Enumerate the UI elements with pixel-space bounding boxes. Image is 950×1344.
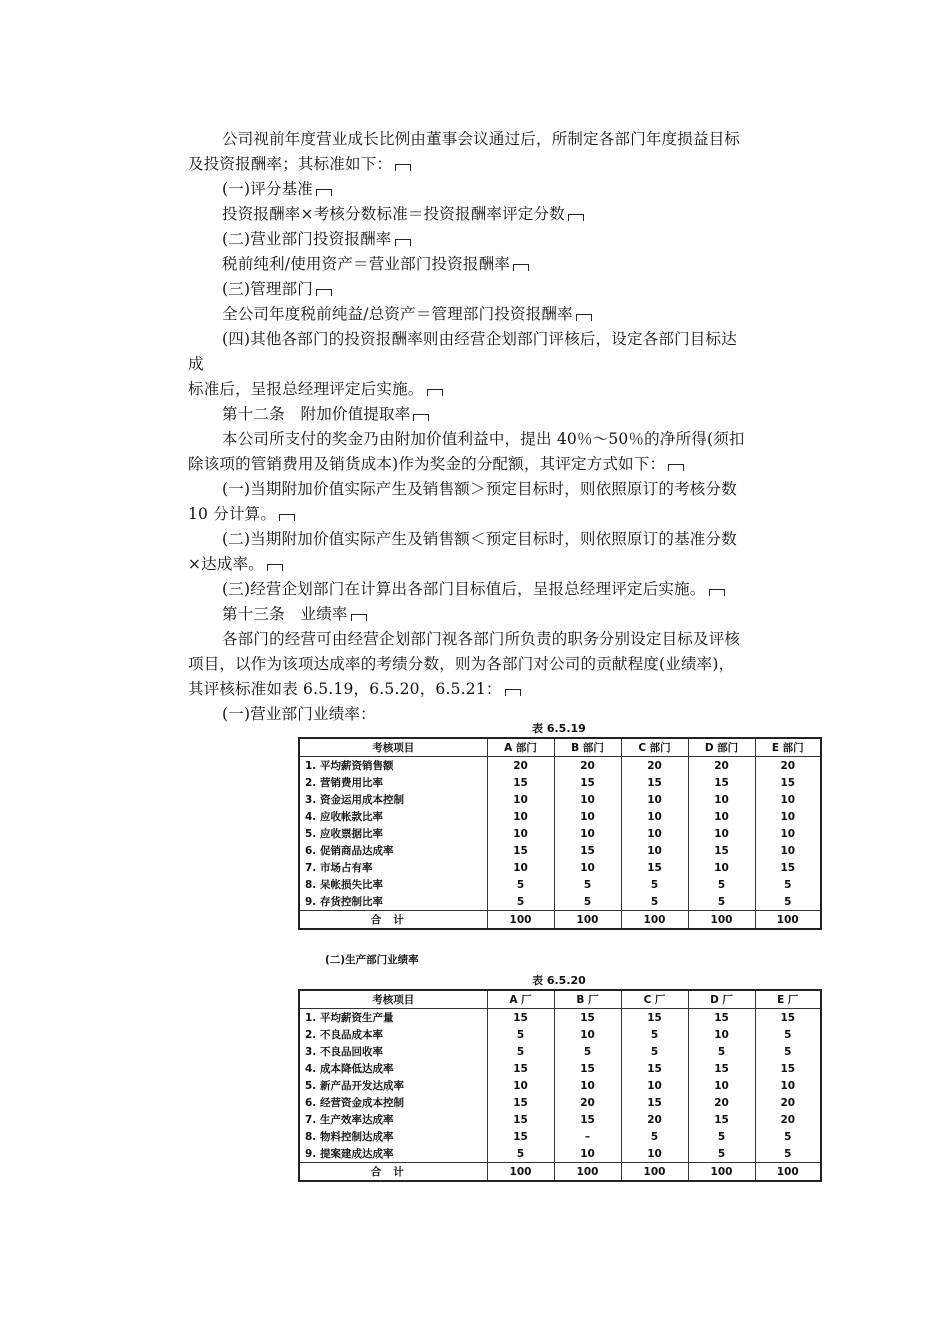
paragraph-line: 其评核标准如表 6.5.19，6.5.20，6.5.21： <box>188 679 521 699</box>
table-cell: 5 <box>755 1128 821 1145</box>
table-cell: 100 <box>755 911 821 930</box>
paragraph-mark-icon <box>395 239 411 246</box>
paragraph-mark-icon <box>267 564 283 571</box>
paragraph-mark-icon <box>505 689 521 696</box>
table-cell: 20 <box>755 1111 821 1128</box>
total-label: 合计 <box>299 1163 487 1182</box>
table-cell: 10 <box>554 825 621 842</box>
table-cell: 5 <box>688 876 755 893</box>
table-cell: 10 <box>554 1026 621 1043</box>
table-cell: 10 <box>621 808 688 825</box>
table-cell: 15 <box>554 842 621 859</box>
table-cell: 100 <box>755 1163 821 1182</box>
paragraph-line: 除该项的管销费用及销货成本)作为奖金的分配额，其评定方式如下： <box>188 454 684 474</box>
table-cell: 15 <box>688 1060 755 1077</box>
table-cell: 100 <box>688 1163 755 1182</box>
sales-performance-table <box>298 737 822 930</box>
table-cell: 10 <box>621 1145 688 1163</box>
table-cell: 5 <box>688 1145 755 1163</box>
table-cell: 15 <box>755 1009 821 1027</box>
table-cell: 5 <box>554 876 621 893</box>
table-cell: 5 <box>688 1128 755 1145</box>
table-cell: 15 <box>554 1111 621 1128</box>
paragraph-mark-icon <box>668 464 684 471</box>
paragraph-line: 标准后，呈报总经理评定后实施。 <box>188 379 443 399</box>
column-header: A 厂 <box>487 990 554 1009</box>
table-cell: 8. 呆帐损失比率 <box>299 876 487 893</box>
table-cell: 15 <box>554 1009 621 1027</box>
paragraph-mark-icon <box>427 389 443 396</box>
table-cell: 2. 不良品成本率 <box>299 1026 487 1043</box>
table-row <box>299 774 821 791</box>
table-row <box>299 1111 821 1128</box>
table-cell: 20 <box>621 757 688 775</box>
paragraph-line: 公司视前年度营业成长比例由董事会议通过后，所制定各部门年度损益目标 <box>222 130 741 148</box>
table-cell: 100 <box>487 911 554 930</box>
table-cell: 20 <box>755 1094 821 1111</box>
table-cell: 2. 营销费用比率 <box>299 774 487 791</box>
table-cell: 10 <box>554 791 621 808</box>
table-cell: 15 <box>688 842 755 859</box>
column-header: E 部门 <box>755 738 821 757</box>
table-row <box>299 757 821 775</box>
table-cell: 8. 物料控制达成率 <box>299 1128 487 1145</box>
table-cell: 15 <box>554 1060 621 1077</box>
table-cell: 10 <box>621 842 688 859</box>
table-cell: 15 <box>755 774 821 791</box>
table-cell: 5 <box>621 1026 688 1043</box>
table-cell: 15 <box>487 1009 554 1027</box>
paragraph-line: 第十三条 业绩率 <box>222 604 367 624</box>
paragraph-line: 第十二条 附加价值提取率 <box>222 404 429 424</box>
paragraph-mark-icon <box>568 214 584 221</box>
table-cell: 15 <box>487 1094 554 1111</box>
table-cell: 4. 应收帐款比率 <box>299 808 487 825</box>
table-cell: 10 <box>621 825 688 842</box>
table-cell: 5 <box>554 1043 621 1060</box>
section-title: (二)生产部门业绩率 <box>325 954 419 966</box>
table-cell: 10 <box>688 1026 755 1043</box>
paragraph-line: (一)当期附加价值实际产生及销售额＞预定目标时，则依照原订的考核分数 <box>222 480 737 498</box>
table-cell: 15 <box>487 1128 554 1145</box>
paragraph-mark-icon <box>351 614 367 621</box>
table-cell: 10 <box>755 1077 821 1094</box>
table-cell: 15 <box>487 1060 554 1077</box>
table-cell: 5. 新产品开发达成率 <box>299 1077 487 1094</box>
table-cell: 5. 应收票据比率 <box>299 825 487 842</box>
paragraph-line: (三)管理部门 <box>222 279 332 299</box>
table-row <box>299 859 821 876</box>
table-cell: 5 <box>688 1043 755 1060</box>
table-cell: 15 <box>621 774 688 791</box>
paragraph-line: 成 <box>188 355 204 373</box>
table-row <box>299 1128 821 1145</box>
column-header: A 部门 <box>487 738 554 757</box>
table-caption: 表 6.5.19 <box>532 722 586 735</box>
table-cell: 20 <box>554 1094 621 1111</box>
table-header-row <box>299 990 821 1009</box>
column-header: C 部门 <box>621 738 688 757</box>
table-cell: 10 <box>487 791 554 808</box>
column-header: E 厂 <box>755 990 821 1009</box>
table-cell: 10 <box>688 825 755 842</box>
table-cell: 9. 提案建成达成率 <box>299 1145 487 1163</box>
table-cell: 10 <box>755 791 821 808</box>
table-row <box>299 808 821 825</box>
table-cell: 10 <box>755 842 821 859</box>
table-header-row <box>299 738 821 757</box>
paragraph-mark-icon <box>316 189 332 196</box>
table-cell: 3. 不良品回收率 <box>299 1043 487 1060</box>
column-header: C 厂 <box>621 990 688 1009</box>
table-cell: 5 <box>755 893 821 911</box>
production-performance-table <box>298 989 822 1182</box>
table-cell: 20 <box>554 757 621 775</box>
table-cell: 15 <box>487 1111 554 1128</box>
table-cell: 10 <box>487 808 554 825</box>
table-cell: 100 <box>554 1163 621 1182</box>
paragraph-line: (二)当期附加价值实际产生及销售额＜预定目标时，则依照原订的基准分数 <box>222 530 737 548</box>
table-cell: 7. 生产效率达成率 <box>299 1111 487 1128</box>
table-cell: 10 <box>755 825 821 842</box>
paragraph-line: (四)其他各部门的投资报酬率则由经营企划部门评核后，设定各部门目标达 <box>222 330 737 348</box>
table-cell: 10 <box>554 1077 621 1094</box>
table-row <box>299 876 821 893</box>
paragraph-line: 10 分计算。 <box>188 504 295 524</box>
table-cell: 15 <box>755 859 821 876</box>
table-cell: 5 <box>487 1026 554 1043</box>
table-cell: 15 <box>621 1060 688 1077</box>
table-cell: 10 <box>487 859 554 876</box>
table-cell: 10 <box>688 808 755 825</box>
paragraph-mark-icon <box>279 514 295 521</box>
table-cell: 10 <box>487 825 554 842</box>
table-cell: 6. 促销商品达成率 <box>299 842 487 859</box>
total-label: 合计 <box>299 911 487 930</box>
paragraph-line: (一)营业部门业绩率： <box>222 705 376 723</box>
table-cell: 10 <box>688 859 755 876</box>
table-cell: 20 <box>487 757 554 775</box>
table-row <box>299 1026 821 1043</box>
table-cell: 15 <box>554 774 621 791</box>
table-cell: 100 <box>621 911 688 930</box>
table-cell: 5 <box>621 876 688 893</box>
table-row <box>299 1145 821 1163</box>
table-row <box>299 842 821 859</box>
column-header: D 部门 <box>688 738 755 757</box>
table-cell: 9. 存货控制比率 <box>299 893 487 911</box>
paragraph-line: (一)评分基准 <box>222 179 332 199</box>
table-cell: 100 <box>554 911 621 930</box>
column-header: 考核项目 <box>299 738 487 757</box>
table-cell: 10 <box>487 1077 554 1094</box>
table-row <box>299 791 821 808</box>
paragraph-line: (三)经营企划部门在计算出各部门目标值后，呈报总经理评定后实施。 <box>222 579 725 599</box>
paragraph-line: 本公司所支付的奖金乃由附加价值利益中，提出 40％～50％的净所得(须扣 <box>222 430 745 448</box>
table-cell: 5 <box>755 876 821 893</box>
table-total-row <box>299 911 821 930</box>
paragraph-line: 及投资报酬率；其标准如下： <box>188 154 411 174</box>
table-total-row <box>299 1163 821 1182</box>
paragraph-line: 投资报酬率×考核分数标准＝投资报酬率评定分数 <box>222 204 584 224</box>
column-header: D 厂 <box>688 990 755 1009</box>
column-header: 考核项目 <box>299 990 487 1009</box>
table-cell: 20 <box>688 757 755 775</box>
table-cell: 15 <box>688 1111 755 1128</box>
table-cell: 5 <box>621 893 688 911</box>
paragraph-mark-icon <box>709 589 725 596</box>
paragraph-mark-icon <box>413 414 429 421</box>
paragraph-mark-icon <box>316 289 332 296</box>
table-row <box>299 1077 821 1094</box>
table-cell: 15 <box>688 1009 755 1027</box>
table-row <box>299 1043 821 1060</box>
table-cell: 5 <box>487 893 554 911</box>
table-cell: 10 <box>755 808 821 825</box>
table-cell: 20 <box>621 1111 688 1128</box>
paragraph-mark-icon <box>513 264 529 271</box>
paragraph-line: 税前纯利/使用资产＝营业部门投资报酬率 <box>222 254 529 274</box>
table-cell: 5 <box>487 1043 554 1060</box>
table-cell: 10 <box>688 1077 755 1094</box>
table-cell: 15 <box>688 774 755 791</box>
table-cell: 4. 成本降低达成率 <box>299 1060 487 1077</box>
table-cell: 5 <box>621 1128 688 1145</box>
table-cell: 5 <box>487 1145 554 1163</box>
table-cell: 10 <box>621 791 688 808</box>
table-row <box>299 1060 821 1077</box>
table-cell: 5 <box>688 893 755 911</box>
table-cell: 15 <box>487 774 554 791</box>
column-header: B 厂 <box>554 990 621 1009</box>
table-cell: 100 <box>487 1163 554 1182</box>
paragraph-line: 全公司年度税前纯益/总资产＝管理部门投资报酬率 <box>222 304 592 324</box>
table-cell: 5 <box>755 1026 821 1043</box>
table-cell: 5 <box>755 1043 821 1060</box>
table-cell: 10 <box>554 1145 621 1163</box>
column-header: B 部门 <box>554 738 621 757</box>
table-cell: 15 <box>487 842 554 859</box>
table-cell: 1. 平均薪资生产量 <box>299 1009 487 1027</box>
table-cell: 20 <box>688 1094 755 1111</box>
paragraph-line: 各部门的经营可由经营企划部门视各部门所负责的职务分别设定目标及评核 <box>222 630 741 648</box>
paragraph-line: 项目，以作为该项达成率的考绩分数，则为各部门对公司的贡献程度(业绩率)， <box>188 655 735 673</box>
paragraph-line: ×达成率。 <box>188 554 283 574</box>
table-cell: 15 <box>755 1060 821 1077</box>
table-caption: 表 6.5.20 <box>532 974 586 987</box>
table-cell: 100 <box>688 911 755 930</box>
table-cell: 5 <box>554 893 621 911</box>
table-cell: 1. 平均薪资销售额 <box>299 757 487 775</box>
table-cell: 100 <box>621 1163 688 1182</box>
table-cell: 6. 经营资金成本控制 <box>299 1094 487 1111</box>
table-cell: 10 <box>554 808 621 825</box>
table-row <box>299 1094 821 1111</box>
table-row <box>299 825 821 842</box>
table-cell: 5 <box>755 1145 821 1163</box>
paragraph-mark-icon <box>576 314 592 321</box>
paragraph-line: (二)营业部门投资报酬率 <box>222 229 411 249</box>
table-cell: 20 <box>755 757 821 775</box>
table-cell: 7. 市场占有率 <box>299 859 487 876</box>
table-cell: 5 <box>487 876 554 893</box>
table-cell: 15 <box>621 859 688 876</box>
table-cell: 10 <box>621 1077 688 1094</box>
table-cell: 15 <box>621 1094 688 1111</box>
table-cell: 5 <box>621 1043 688 1060</box>
table-cell: 15 <box>621 1009 688 1027</box>
table-cell: 10 <box>688 791 755 808</box>
table-cell: 3. 资金运用成本控制 <box>299 791 487 808</box>
table-cell: 10 <box>554 859 621 876</box>
paragraph-mark-icon <box>395 164 411 171</box>
table-row <box>299 1009 821 1027</box>
table-row <box>299 893 821 911</box>
table-cell: – <box>554 1128 621 1145</box>
